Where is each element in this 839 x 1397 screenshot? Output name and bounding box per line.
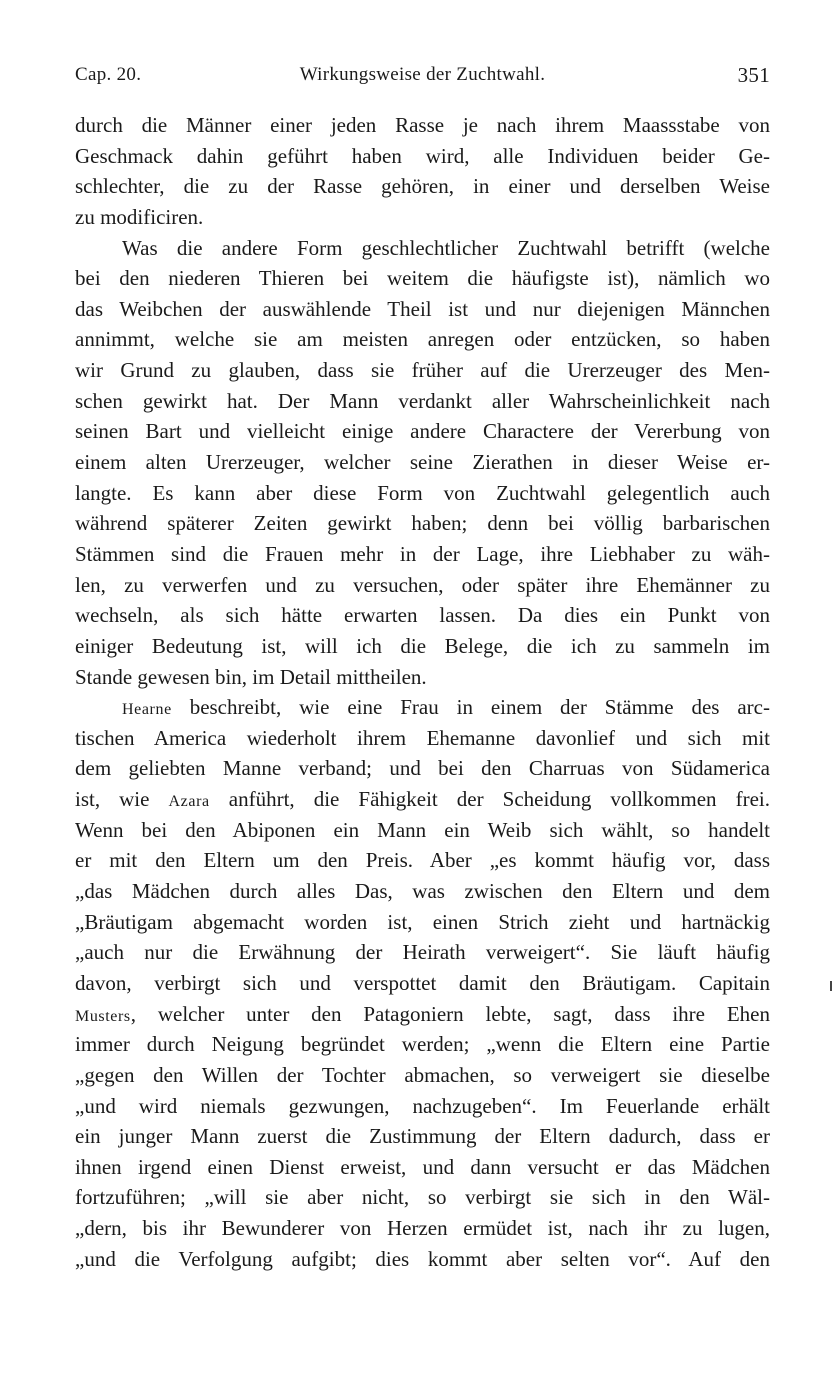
book-page bbox=[75, 0, 770, 1397]
text-line: langte. Es kann aber diese Form von Zuchtwahl gelegentlich auch bbox=[75, 480, 770, 505]
text-line: er mit den Eltern um den Preis. Aber „es kommt häufig vor, dass bbox=[75, 848, 770, 873]
text-line: annimmt, welche sie am meisten anregen oder entzücken, so haben bbox=[75, 327, 770, 352]
author-name: Musters bbox=[75, 1007, 131, 1025]
text-line: Musters, welcher unter den Patagoniern lebte, sagt, dass ihre Ehen bbox=[75, 1001, 770, 1026]
text-line: ist, wie Azara anführt, die Fähigkeit der Scheidung vollkommen frei. bbox=[75, 787, 770, 812]
text-line: Hearne beschreibt, wie eine Frau in einem der Stämme des arc- bbox=[122, 695, 770, 720]
running-header bbox=[75, 62, 770, 88]
text-line: Stande gewesen bin, im Detail mittheilen. bbox=[75, 664, 427, 689]
text-line: einiger Bedeutung ist, will ich die Belege, die ich zu sammeln im bbox=[75, 633, 770, 658]
text-line: ihnen irgend einen Dienst erweist, und dann versucht er das Mädchen bbox=[75, 1154, 770, 1179]
running-title: Wirkungsweise der Zuchtwahl. bbox=[299, 64, 546, 85]
text-line: „dern, bis ihr Bewunderer von Herzen ermüdet ist, nach ihr zu lugen, bbox=[75, 1216, 770, 1241]
text-line: Was die andere Form geschlechtlicher Zuchtwahl betrifft (welche bbox=[122, 235, 770, 260]
text-line: schen gewirkt hat. Der Mann verdankt aller Wahrscheinlichkeit nach bbox=[75, 388, 770, 413]
text-line: das Weibchen der auswählende Theil ist und nur diejenigen Männchen bbox=[75, 296, 770, 321]
text-line: „Bräutigam abgemacht worden ist, einen Strich zieht und hartnäckig bbox=[75, 909, 770, 934]
text-line: „und die Verfolgung aufgibt; dies kommt aber selten vor“. Auf den bbox=[75, 1246, 770, 1271]
text-line: immer durch Neigung begründet werden; „wenn die Eltern eine Partie bbox=[75, 1032, 770, 1057]
text-line: Geschmack dahin geführt haben wird, alle Individuen beider Ge- bbox=[75, 143, 770, 168]
text-line: bei den niederen Thieren bei weitem die häufigste ist), nämlich wo bbox=[75, 266, 770, 291]
text-line: len, zu verwerfen und zu versuchen, oder später ihre Ehemänner zu bbox=[75, 572, 770, 597]
text-line: fortzuführen; „will sie aber nicht, so verbirgt sie sich in den Wäl- bbox=[75, 1185, 770, 1210]
text-line: wechseln, als sich hätte erwarten lassen. Da dies ein Punkt von bbox=[75, 603, 770, 628]
text-line: tischen America wiederholt ihrem Ehemanne davonlief und sich mit bbox=[75, 725, 770, 750]
text-line: einem alten Urerzeuger, welcher seine Zierathen in dieser Weise er- bbox=[75, 450, 770, 475]
chapter-label: Cap. 20. bbox=[75, 64, 142, 85]
text-line: dem geliebten Manne verband; und bei den Charruas von Südamerica bbox=[75, 756, 770, 781]
text-line: während späterer Zeiten gewirkt haben; denn bei völlig barbarischen bbox=[75, 511, 770, 536]
author-name: Azara bbox=[168, 793, 210, 811]
text-line: wir Grund zu glauben, dass sie früher auf die Urerzeuger des Men- bbox=[75, 358, 770, 383]
page-number: 351 bbox=[737, 63, 770, 87]
text-line: Stämmen sind die Frauen mehr in der Lage, ihre Liebhaber zu wäh- bbox=[75, 541, 770, 566]
text-line: „gegen den Willen der Tochter abmachen, so verweigert sie dieselbe bbox=[75, 1062, 770, 1087]
body-text bbox=[75, 110, 770, 1274]
text-line: zu modificiren. bbox=[75, 204, 204, 229]
text-line: Wenn bei den Abiponen ein Mann ein Weib sich wählt, so handelt bbox=[75, 817, 770, 842]
text-line: „und wird niemals gezwungen, nachzugeben“. Im Feuerlande erhält bbox=[75, 1093, 770, 1118]
text-line: durch die Männer einer jeden Rasse je nach ihrem Maassstabe von bbox=[75, 113, 770, 137]
author-name: Hearne bbox=[122, 701, 172, 719]
text-line: seinen Bart und vielleicht einige andere Charactere der Vererbung von bbox=[75, 419, 770, 444]
text-line: ein junger Mann zuerst die Zustimmung der Eltern dadurch, dass er bbox=[75, 1124, 770, 1149]
margin-mark bbox=[830, 981, 832, 991]
text-line: schlechter, die zu der Rasse gehören, in einer und derselben Weise bbox=[75, 174, 770, 199]
text-line: „auch nur die Erwähnung der Heirath verweigert“. Sie läuft häufig bbox=[75, 940, 770, 965]
text-line: davon, verbirgt sich und verspottet damit den Bräutigam. Capitain bbox=[75, 970, 770, 995]
text-line: „das Mädchen durch alles Das, was zwischen den Eltern und dem bbox=[75, 879, 770, 904]
